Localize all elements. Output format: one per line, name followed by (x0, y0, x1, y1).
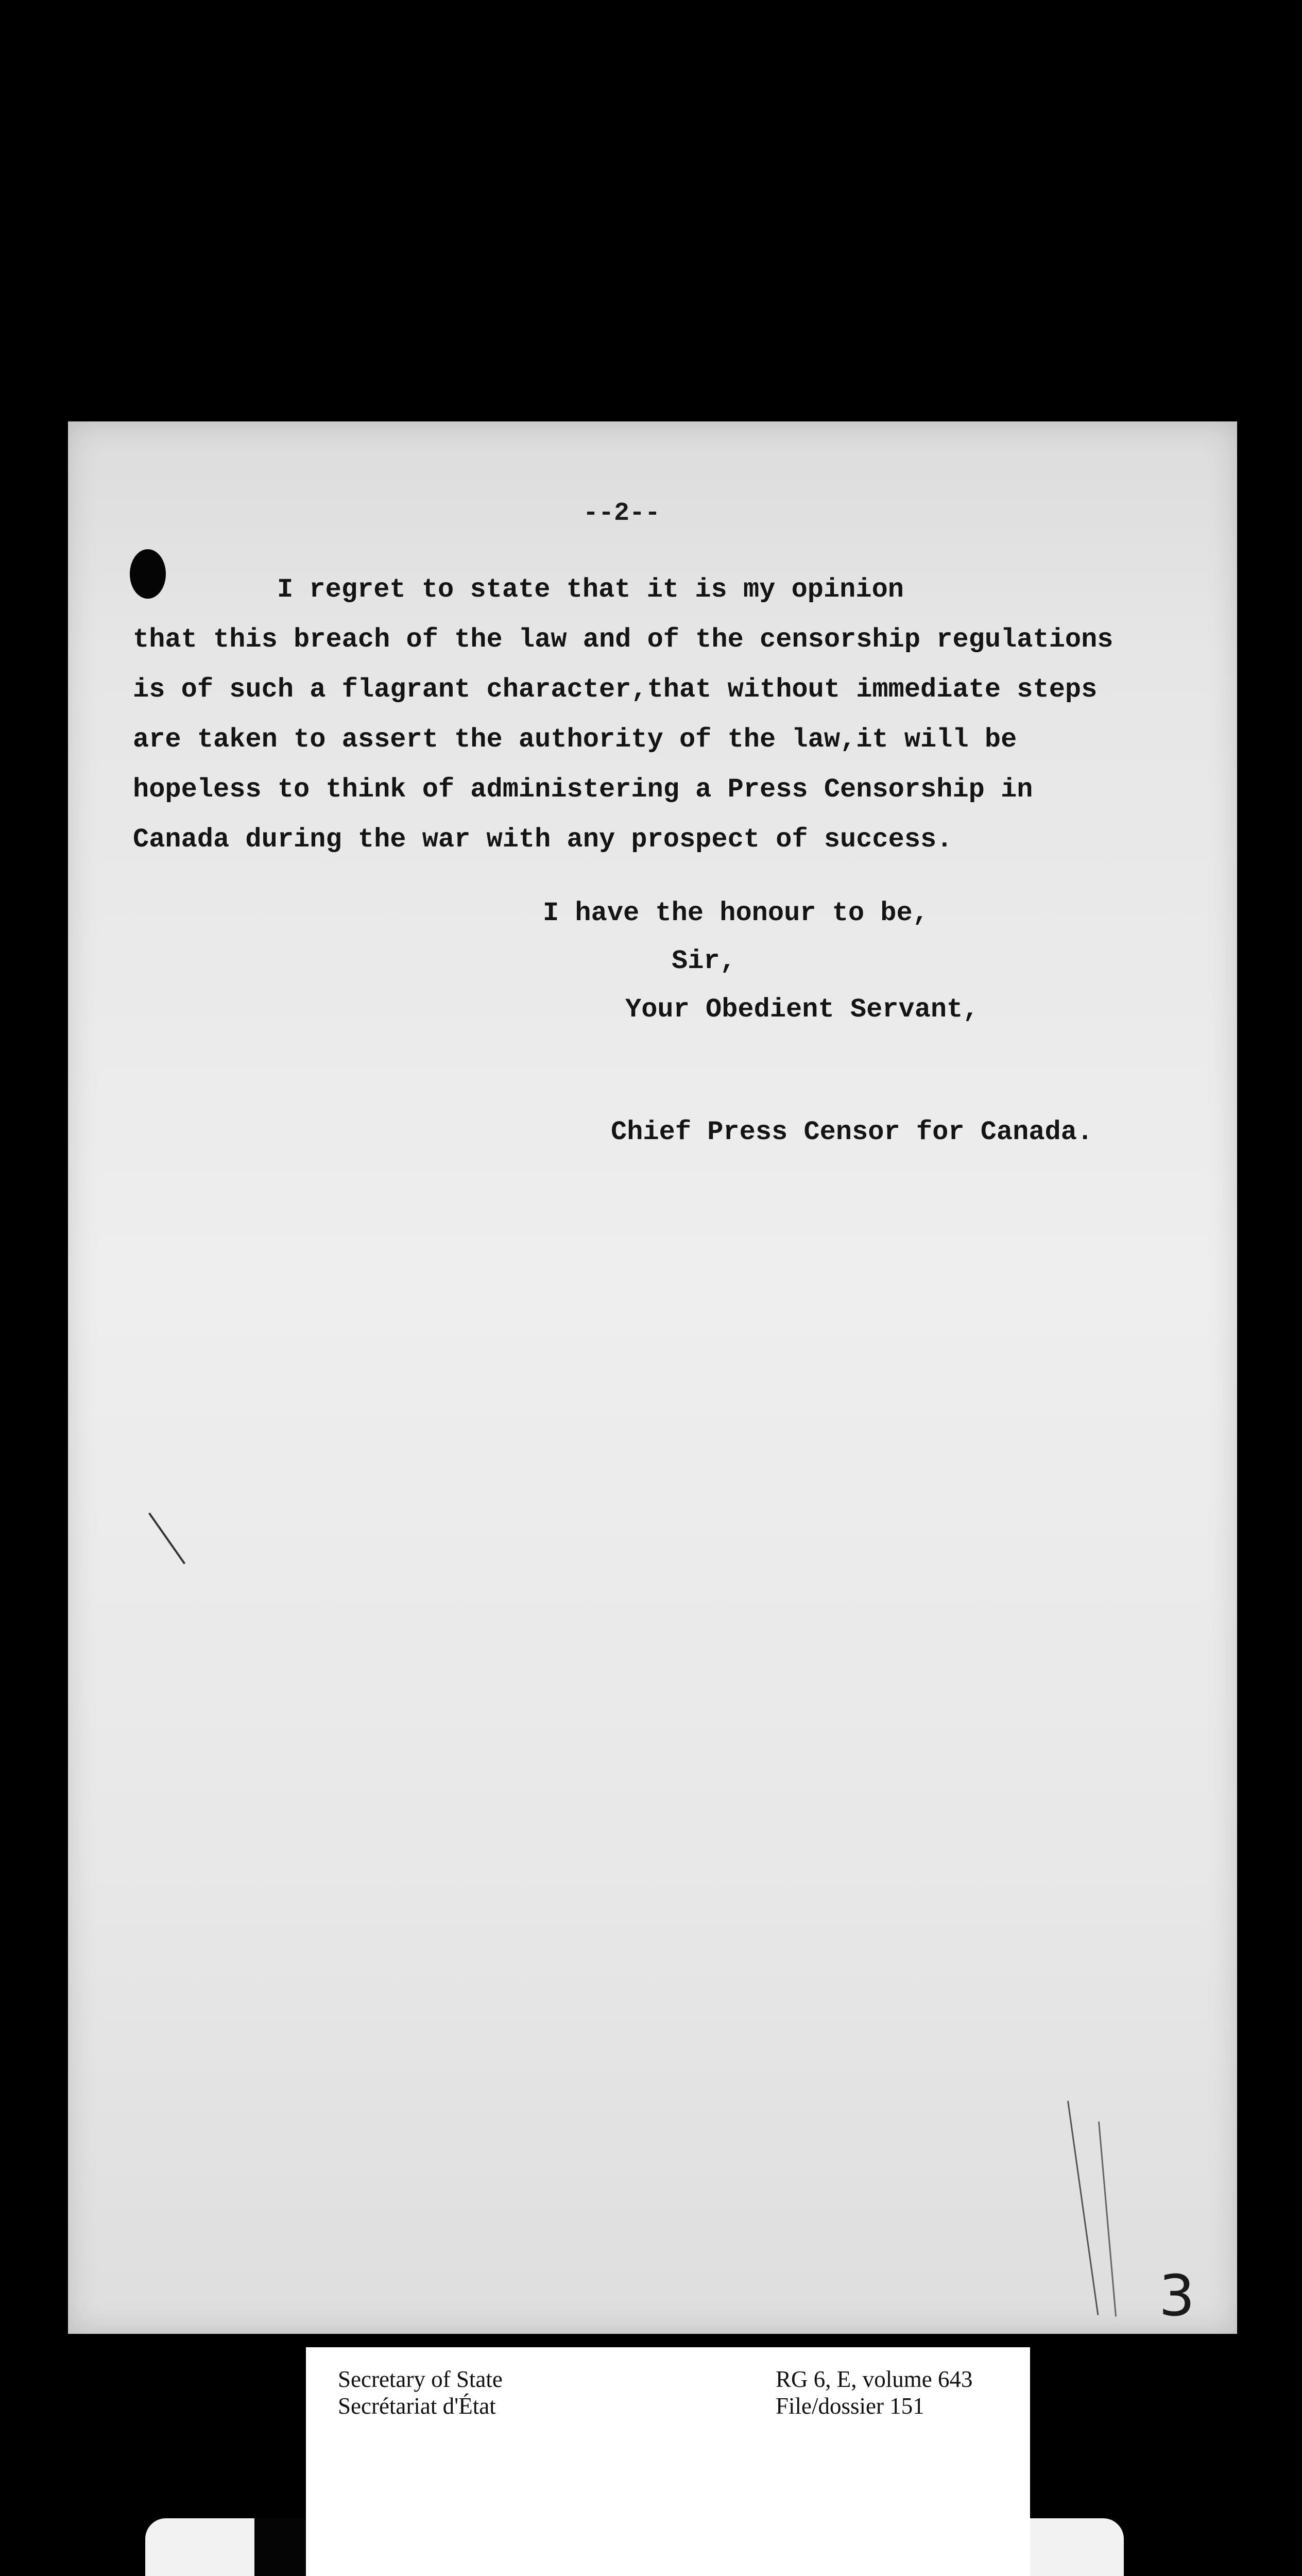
closing-salutation: Sir, (672, 946, 736, 976)
margin-number: 3 (1159, 2263, 1195, 2329)
stray-mark (148, 1513, 185, 1565)
closing-servant: Your Obedient Servant, (625, 994, 979, 1025)
paragraph-line: are taken to assert the authority of the law,it will be (133, 724, 1017, 755)
page-marker: --2-- (583, 499, 661, 528)
file-number: File/dossier 151 (776, 2393, 924, 2419)
record-group-reference: RG 6, E, volume 643 (776, 2366, 973, 2392)
signature-title: Chief Press Censor for Canada. (611, 1117, 1093, 1147)
closing-honour: I have the honour to be, (543, 898, 929, 928)
letter-paragraph (133, 565, 1235, 865)
paragraph-line: hopeless to think of administering a Press Censorship in (133, 774, 1033, 805)
paragraph-line: I regret to state that it is my opinion (277, 574, 904, 605)
document-page (68, 421, 1237, 2334)
paragraph-line: that this breach of the law and of the censorship regulations (133, 624, 1113, 655)
archive-label-card (306, 2347, 1030, 2576)
punch-hole (130, 549, 166, 599)
stand-shadow (254, 2518, 306, 2576)
paragraph-line: Canada during the war with any prospect of success. (133, 824, 953, 855)
department-french: Secrétariat d'État (338, 2393, 496, 2419)
department-english: Secretary of State (338, 2366, 503, 2392)
stray-mark (1067, 2101, 1099, 2315)
paragraph-line: is of such a flagrant character,that without immediate steps (133, 674, 1098, 705)
stray-mark (1098, 2122, 1117, 2317)
